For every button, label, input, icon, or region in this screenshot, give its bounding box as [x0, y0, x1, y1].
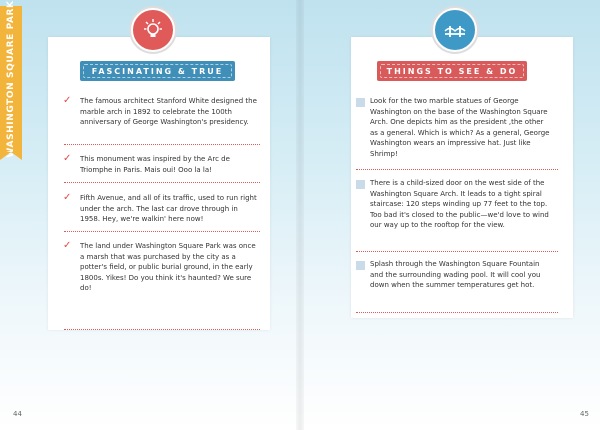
check-icon: ✓ [63, 192, 72, 203]
things-to-see-banner [377, 61, 527, 81]
fact-item: The land under Washington Square Park was once a marsh that was purchased by the city as a potter's field, or public burial ground, in the early 1800s. Yikes! Do you think it's haunted? We sure do! [80, 242, 256, 292]
page-number-left: 44 [13, 410, 22, 418]
activity-item: Splash through the Washington Square Fountain and the surrounding wading pool. It will cool you down when the summer temperatures get hot. [370, 260, 541, 289]
check-icon: ✓ [63, 95, 72, 106]
fact-item: Fifth Avenue, and all of its traffic, used to run right under the arch. The last car drove through in 1958. Hey, we're walkin' here now! [80, 194, 257, 223]
check-icon: ✓ [63, 240, 72, 251]
bridge-badge [433, 8, 477, 52]
banner-label: THINGS TO SEE & DO [386, 66, 518, 76]
divider [356, 169, 558, 170]
check-icon: ✓ [63, 153, 72, 164]
checkbox[interactable] [356, 98, 365, 107]
lightbulb-badge [131, 8, 175, 52]
divider [64, 231, 260, 232]
checkbox[interactable] [356, 261, 365, 270]
activity-item: There is a child-sized door on the west side of the Washington Square Arch. It leads to a tight spiral staircase: 120 steps winding up 77 feet to the top. Too bad it's closed to the public—we'd love to wind our way up to the rooftop for the view. [370, 179, 549, 229]
section-tab [0, 0, 22, 158]
divider [64, 182, 260, 183]
banner-label: FASCINATING & TRUE [91, 66, 224, 76]
section-tab-label: WASHINGTON SQUARE PARK [6, 0, 16, 158]
page-number-right: 45 [580, 410, 589, 418]
section-tab-notch [0, 152, 22, 160]
divider [356, 251, 558, 252]
bridge-icon [443, 18, 467, 42]
checkbox[interactable] [356, 180, 365, 189]
fact-item: The famous architect Stanford White designed the marble arch in 1892 to celebrate the 100th anniversary of George Washington's presidency. [80, 97, 257, 126]
page-gutter [296, 0, 304, 430]
lightbulb-icon [141, 18, 165, 42]
fact-item: This monument was inspired by the Arc de Triomphe in Paris. Mais oui! Ooo la la! [80, 155, 230, 174]
divider [356, 312, 558, 313]
fascinating-true-banner [80, 61, 235, 81]
divider [64, 329, 260, 330]
divider [64, 144, 260, 145]
activity-item: Look for the two marble statues of George Washington on the base of the Washington Square Arch. One depicts him as the president ,the other as a general. Which is which? As a general, George Washington wears an impressive hat. Just like Shrimp! [370, 97, 550, 158]
